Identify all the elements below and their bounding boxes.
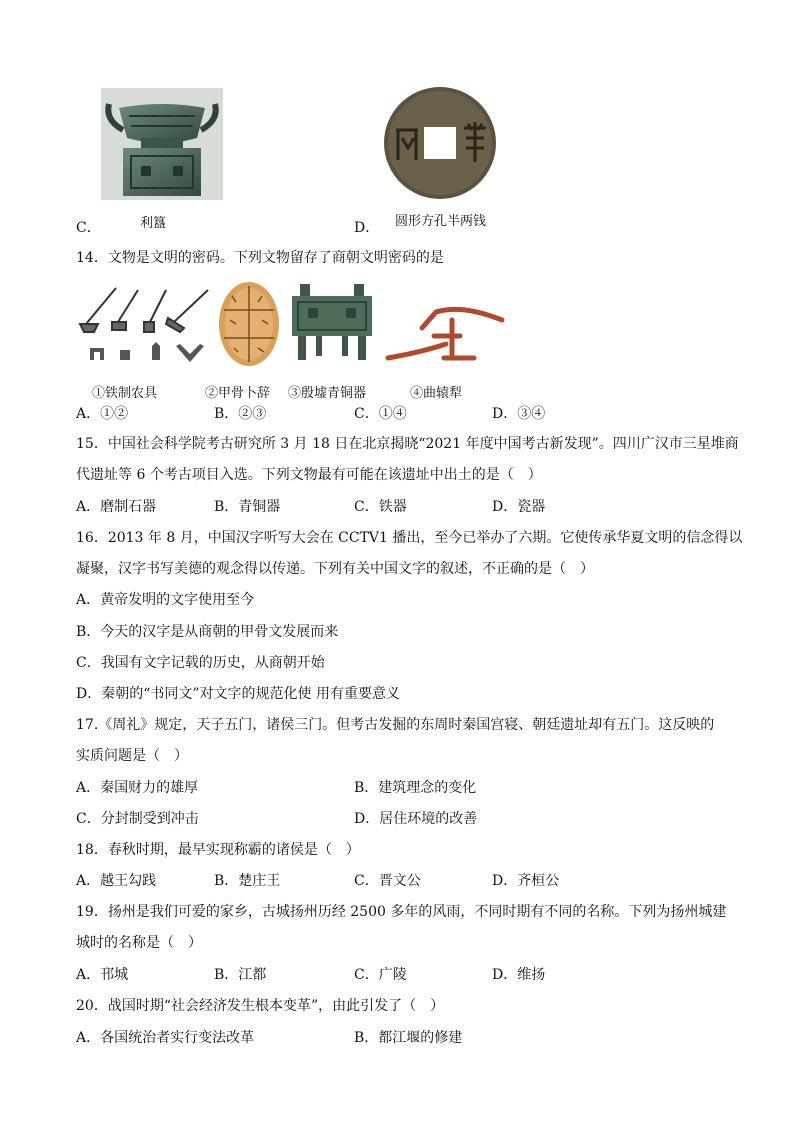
q17-option-b: B．建筑理念的变化 <box>354 780 477 796</box>
ban-liang-coin-image <box>380 86 500 200</box>
q15-option-b: B．青铜器 <box>214 499 281 515</box>
q14-option-d: D．③④ <box>492 406 546 422</box>
q19-option-a: A．邗城 <box>76 967 129 983</box>
q14-caption-2: ②甲骨卜辞 <box>205 386 271 401</box>
q14-option-b: B．②③ <box>214 406 267 422</box>
q15-stem-line-2: 代遗址等 6 个考古项目入选。下列文物最有可能在该遗址中出土的是（ ） <box>76 467 542 483</box>
iron-tools-image <box>76 284 214 370</box>
yin-bronze-ding-image <box>286 284 378 362</box>
q15-option-d: D．瓷器 <box>492 499 546 515</box>
q20-option-a: A．各国统治者实行变法改革 <box>76 1030 255 1046</box>
q19-stem-line-1: 19．扬州是我们可爱的家乡，古城扬州历经 2500 多年的风雨，不同时期有不同的名称。下列为扬州城建 <box>76 904 727 920</box>
q19-option-d: D．维扬 <box>492 967 546 983</box>
q19-option-b: B．江都 <box>214 967 267 983</box>
q14-caption-4: ④曲辕犁 <box>410 386 463 401</box>
q16-option-d: D．秦朝的“书同文”对文字的规范化使 用有重要意义 <box>76 686 400 702</box>
q17-option-a: A．秦国财力的雄厚 <box>76 780 199 796</box>
q18-option-a: A．越王勾践 <box>76 873 157 889</box>
q16-option-b: B．今天的汉字是从商朝的甲骨文发展而来 <box>76 624 339 640</box>
q19-stem-line-2: 城时的名称是（ ） <box>76 935 202 951</box>
q18-option-b: B．楚庄王 <box>214 873 281 889</box>
q14-stem: 14．文物是文明的密码。下列文物留存了商朝文明密码的是 <box>76 250 444 266</box>
q17-stem-line-1: 17.《周礼》规定，天子五门，诸侯三门。但考古发掘的东周时秦国宫寝、朝廷遗址却有五门。这反映的 <box>76 717 715 733</box>
q19-option-c: C．广陵 <box>354 967 407 983</box>
q18-option-d: D．齐桓公 <box>492 873 560 889</box>
q14-option-c: C．①④ <box>354 406 407 422</box>
q15-option-c: C．铁器 <box>354 499 407 515</box>
q13-option-c: C． <box>76 220 101 236</box>
q17-option-c: C．分封制受到冲击 <box>76 811 199 827</box>
q16-option-a: A．黄帝发明的文字使用至今 <box>76 592 255 608</box>
q14-caption-1: ①铁制农具 <box>92 386 158 401</box>
curved-shaft-plow-image <box>382 306 512 368</box>
q20-stem: 20．战国时期“社会经济发生根本变革”，由此引发了（ ） <box>76 998 445 1014</box>
gui-vessel-image <box>101 88 223 200</box>
q16-stem-line-1: 16．2013 年 8 月，中国汉字听写大会在 CCTV1 播出，至今已举办了六期。它使传承华夏文明的信念得以 <box>76 530 743 546</box>
q16-stem-line-2: 凝聚，汉字书写美德的观念得以传递。下列有关中国文字的叙述，不正确的是（ ） <box>76 561 594 577</box>
q13-caption-c: 利簋 <box>140 216 167 231</box>
oracle-bone-image <box>216 280 282 368</box>
q13-option-d: D． <box>354 220 380 236</box>
q15-stem-line-1: 15．中国社会科学院考古研究所 3 月 18 日在北京揭晓“2021 年度中国考古新发现”。四川广汉市三星堆商 <box>76 436 739 452</box>
q14-caption-3: ③殷墟青铜器 <box>288 386 367 401</box>
q18-stem: 18．春秋时期，最早实现称霸的诸侯是（ ） <box>76 842 360 858</box>
q18-option-c: C．晋文公 <box>354 873 421 889</box>
q17-stem-line-2: 实质问题是（ ） <box>76 748 188 764</box>
q13-caption-d: 圆形方孔半两钱 <box>395 214 487 229</box>
q14-option-a: A．①② <box>76 406 129 422</box>
q17-option-d: D．居住环境的改善 <box>354 811 478 827</box>
q20-option-b: B．都江堰的修建 <box>354 1030 463 1046</box>
q15-option-a: A．磨制石器 <box>76 499 157 515</box>
q16-option-c: C．我国有文字记载的历史，从商朝开始 <box>76 655 325 671</box>
